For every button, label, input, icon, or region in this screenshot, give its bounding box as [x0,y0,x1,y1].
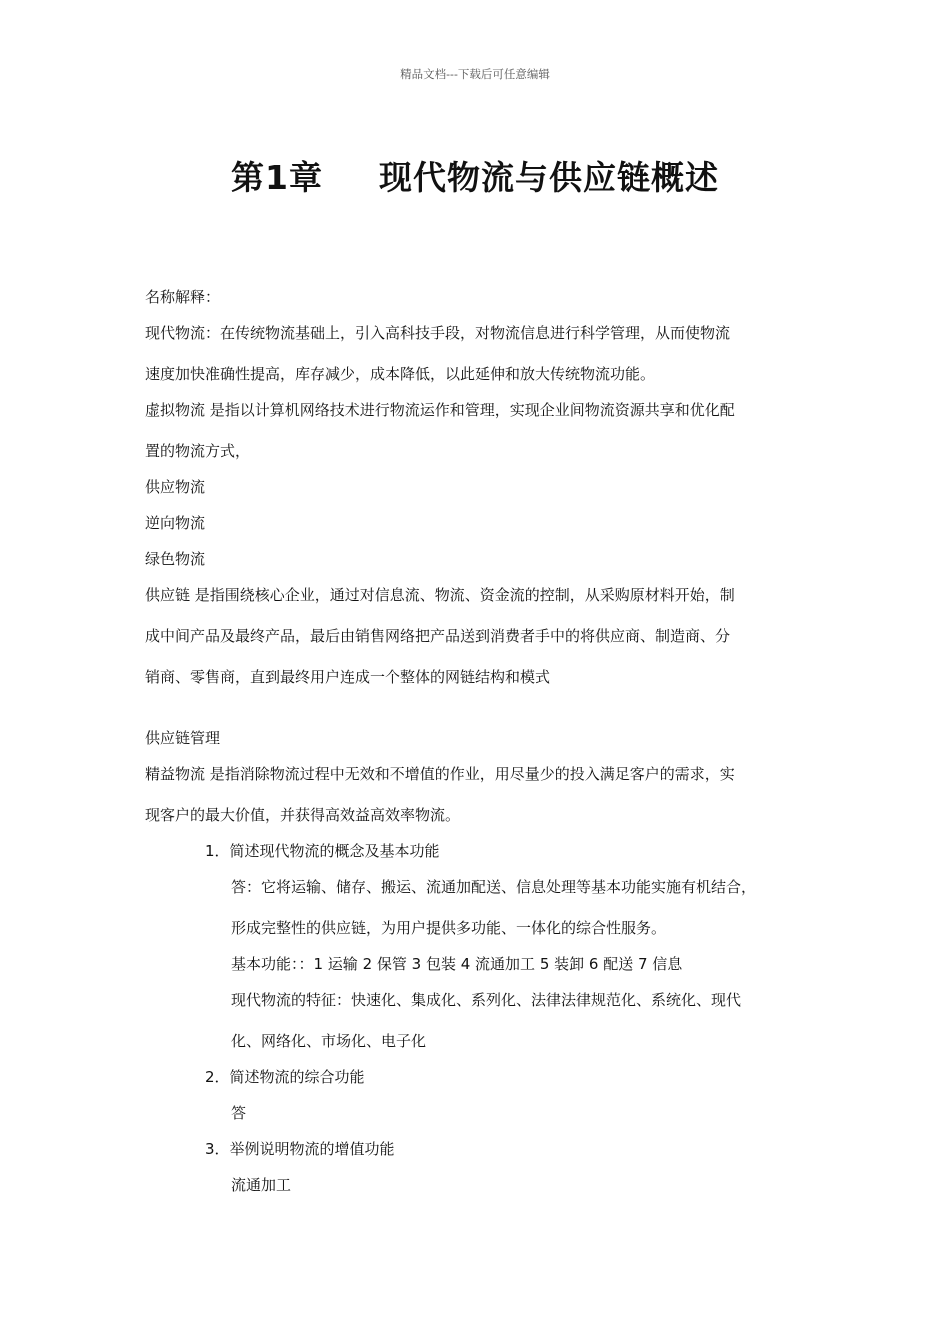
paragraph-line: 现代物流：在传统物流基础上，引入高科技手段，对物流信息进行科学管理，从而使物流 [145,324,731,342]
term-line: 供应物流 [145,478,206,496]
chapter-title-text: 现代物流与供应链概述 [378,158,719,197]
paragraph-line: 虚拟物流 是指以计算机网络技术进行物流运作和管理，实现企业间物流资源共享和优化配 [145,401,735,419]
section-heading: 名称解释： [145,288,221,306]
chapter-title [0,152,950,199]
paragraph-line: 成中间产品及最终产品，最后由销售网络把产品送到消费者手中的将供应商、制造商、分 [145,627,731,645]
term-line: 逆向物流 [145,514,206,532]
paragraph-line: 精益物流 是指消除物流过程中无效和不增值的作业，用尽量少的投入满足客户的需求，实 [145,765,735,783]
paragraph-line: 速度加快准确性提高，库存减少，成本降低，以此延伸和放大传统物流功能。 [145,365,656,383]
question-line: 1．简述现代物流的概念及基本功能 [205,842,440,860]
answer-line: 答：它将运输、储存、搬运、流通加配送、信息处理等基本功能实施有机结合， [231,878,757,896]
answer-line: 化、网络化、市场化、电子化 [231,1032,427,1050]
answer-line: 形成完整性的供应链，为用户提供多功能、一体化的综合性服务。 [231,919,667,937]
paragraph-line: 置的物流方式， [145,442,251,460]
paragraph-line: 销商、零售商，直到最终用户连成一个整体的网链结构和模式 [145,668,551,686]
answer-line: 答 [231,1104,247,1122]
question-line: 3．举例说明物流的增值功能 [205,1140,395,1158]
answer-line: 基本功能：：1 运输 2 保管 3 包装 4 流通加工 5 装卸 6 配送 7 信息 [231,955,683,973]
paragraph-line: 供应链 是指围绕核心企业，通过对信息流、物流、资金流的控制，从采购原材料开始，制 [145,586,735,604]
term-line: 绿色物流 [145,550,206,568]
page-header: 精品文档---下载后可任意编辑 [400,67,550,81]
term-line: 供应链管理 [145,729,221,747]
paragraph-line: 现客户的最大价值，并获得高效益高效率物流。 [145,806,461,824]
answer-line: 现代物流的特征：快速化、集成化、系列化、法律法律规范化、系统化、现代 [231,991,742,1009]
question-line: 2．简述物流的综合功能 [205,1068,365,1086]
chapter-number: 第1章 [231,158,323,197]
answer-line: 流通加工 [231,1176,292,1194]
